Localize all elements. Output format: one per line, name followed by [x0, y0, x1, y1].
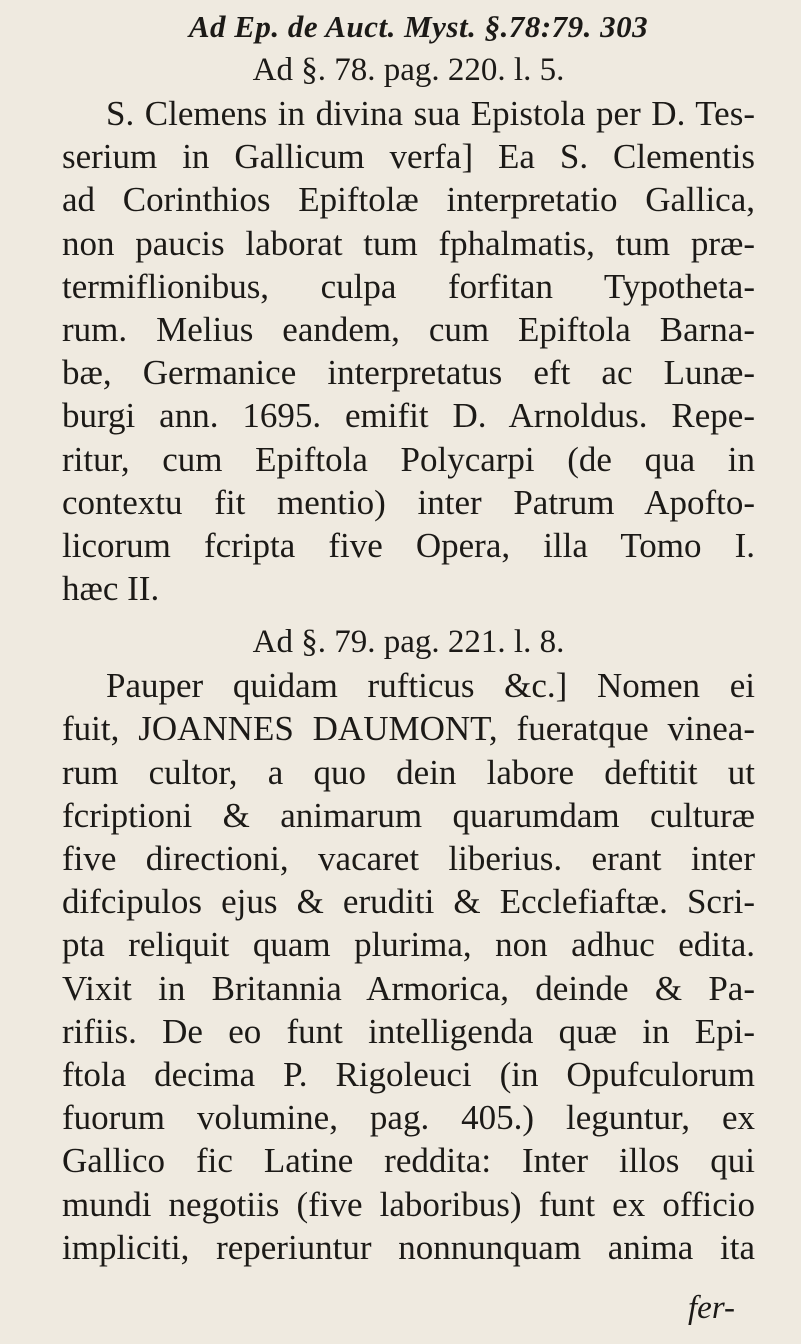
text-line: fuorum volumine, pag. 405.) leguntur, ex [62, 1098, 755, 1138]
text-line: burgi ann. 1695. emifit D. Arnoldus. Repe- [62, 396, 755, 436]
section-heading: Ad §. 79. pag. 221. l. 8. [252, 624, 565, 661]
text-line: Vixit in Britannia Armorica, deinde & Pa- [62, 968, 755, 1008]
text-line: bæ, Germanice interpretatus eft ac Lunæ- [62, 353, 755, 393]
text-line: contextu fit mentio) inter Patrum Apofto- [62, 482, 755, 522]
text-line: pta reliquit quam plurima, non adhuc edita. [62, 925, 755, 965]
catchword: fer- [688, 1290, 735, 1326]
paragraph [62, 664, 755, 1269]
text-line: rum cultor, a quo dein labore deftitit ut [62, 752, 755, 792]
text-line: fcriptioni & animarum quarumdam culturæ [62, 795, 755, 835]
text-line: ritur, cum Epiftola Polycarpi (de qua in [62, 439, 755, 479]
text-line: rum. Melius eandem, cum Epiftola Barna- [62, 309, 755, 349]
text-line: five directioni, vacaret liberius. erant inter [62, 839, 755, 878]
section-heading: Ad §. 78. pag. 220. l. 5. [252, 52, 565, 88]
text-line: non paucis laborat tum fphalmatis, tum præ- [62, 223, 755, 263]
text-line: hæc II. [62, 569, 160, 609]
text-line: ftola decima P. Rigoleuci (in Opufculorum [62, 1054, 755, 1094]
text-line: impliciti, reperiuntur nonnunquam anima ita [62, 1227, 755, 1267]
text-line: Pauper quidam rufticus &c.] Nomen ei [106, 666, 755, 706]
text-line: termiflionibus, culpa forfitan Typotheta- [62, 266, 755, 306]
text-line: S. Clemens in divina sua Epistola per D. Tes- [106, 94, 755, 133]
text-line: rifiis. De eo funt intelligenda quæ in Epi- [62, 1011, 755, 1051]
running-head: Ad Ep. de Auct. Myst. §.78:79. 303 [188, 9, 649, 44]
paragraph [62, 92, 755, 610]
text-line: serium in Gallicum verfa] Ea S. Clementis [62, 137, 755, 177]
text-line: difcipulos ejus & eruditi & Ecclefiaftæ. Scri- [62, 882, 755, 922]
text-line: fuit, JOANNES DAUMONT, fueratque vinea- [62, 709, 755, 749]
text-line: licorum fcripta five Opera, illa Tomo I. [62, 525, 755, 565]
text-line: ad Corinthios Epiftolæ interpretatio Gallica, [62, 180, 755, 220]
text-line: mundi negotiis (five laboribus) funt ex officio [62, 1184, 755, 1224]
text-line: Gallico fic Latine reddita: Inter illos qui [62, 1141, 755, 1181]
